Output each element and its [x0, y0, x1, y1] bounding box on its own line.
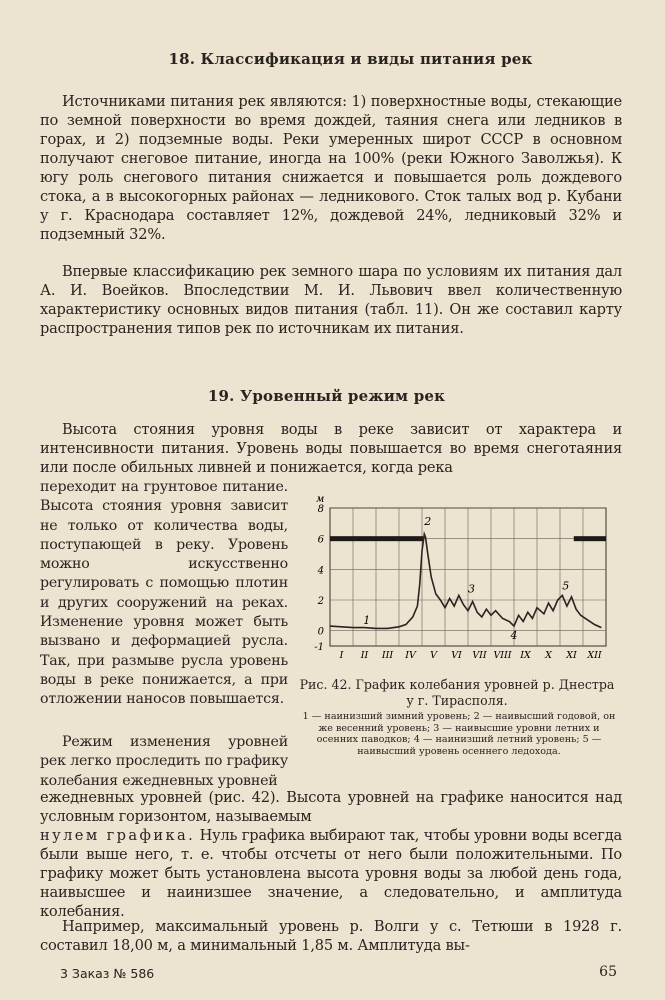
p2-start-text: Режим изменения уровней рек легко проследить по графику колебания ежедневных уровней: [40, 734, 288, 789]
x-tick-label: X: [545, 650, 552, 661]
section-18-paragraph-1: Источниками питания рек являются: 1) поверхностные воды, стекающие по земной поверхности во время дождей, таяния снега или ледников в горах, и 2) подземные воды. Реки умеренных широт СССР в основном получают снеговое питание, иногда на 100% (реки Южного Заволжья). К югу роль снегового питания снижается и повышается роль дождевого стока, а в высокогорных районах — ледникового. Сток талых вод р. Кубани у г. Краснодара составляет 12%, дождевой 24%, ледниковый 32% и подземный 32%.: [40, 93, 622, 243]
section-19-paragraph-1-continued: переходит на грунтовое питание. Высота стояния уровня зависит не только от количества воды, поступающей в реку. Уровень можно искусственно регулировать с помощью плотин и других сооружений на реках. Изменение уровня может быть вызвано и деформацией русла. Так, при размыве русла уровень воды в реке понижается, а при отложении наносов повышается.: [40, 479, 288, 708]
ice-band-segment-late: [574, 536, 606, 541]
p2-rest-text: Нуль графика выбирают так, чтобы уровни воды всегда были выше него, т. е. чтобы отсчеты от него были положительными. По графику может быть установлена высота уровня воды за любой день года, наивысшее и наинизшее значение, а следовательно, и амплитуда колебания.: [40, 827, 622, 920]
printing-order-mark: 3 Заказ № 586: [60, 966, 155, 981]
x-tick-label: III: [381, 650, 394, 661]
level-series-line: [330, 534, 601, 628]
section-19-paragraph-1: Высота стояния уровня воды в реке зависит от характера и интенсивности питания. Уровень воды повышается во время снеготаяния или после обильных ливней и понижается, когда река: [40, 421, 622, 476]
chart-grid: [330, 508, 606, 646]
x-tick-label: VII: [472, 650, 487, 661]
section-18-paragraph-2: Впервые классификацию рек земного шара по условиям их питания дал А. И. Воейков. Впоследствии М. И. Львович ввел количественную характеристику основных видов питания (табл. 11). Он же составил карту распространения типов рек по источникам их питания.: [40, 263, 622, 337]
x-tick-label: VIII: [493, 650, 512, 661]
section-19-paragraph-3: Например, максимальный уровень р. Волги у с. Тетюши в 1928 г. составил 18,00 м, а минимальный 1,85 м. Амплитуда вы-: [40, 918, 622, 954]
y-tick-label: 6: [317, 534, 324, 546]
x-tick-label: XI: [566, 650, 577, 661]
x-axis-ticks: [339, 650, 602, 661]
level-chart-svg: [296, 488, 618, 673]
ice-band-segment-winter: [330, 536, 423, 541]
chart-annotation: 5: [562, 579, 570, 593]
section-19-heading: 19. Уровенный режим рек: [207, 387, 446, 405]
y-axis-ticks: [314, 504, 324, 653]
x-tick-label: XII: [587, 650, 602, 661]
chart-annotation: 1: [363, 613, 371, 627]
chart-annotation: 4: [510, 629, 518, 643]
section-18-heading: 18. Классификация и виды питания рек: [168, 50, 533, 68]
x-tick-label: I: [339, 650, 344, 661]
figure-legend: 1 — наинизший зимний уровень; 2 — наивысший годовой, он же весенний уровень; 3 — наивысшие уровни летних и осенних паводков; 4 — наинизший летний уровень; 5 — наивысший уровень осеннего ледохода.: [302, 711, 616, 757]
x-tick-label: IX: [520, 650, 531, 661]
null-graph-term: нулем графика.: [40, 827, 196, 844]
y-tick-label: 8: [317, 504, 324, 515]
y-tick-label: 0: [317, 626, 324, 638]
chart-annotation: 2: [424, 514, 432, 528]
y-axis-label: м: [316, 494, 325, 505]
chart-annotations: [363, 515, 569, 642]
section-19-paragraph-2-start: [40, 733, 288, 791]
y-tick-label: -1: [314, 642, 324, 653]
y-tick-label: 2: [317, 596, 324, 607]
x-tick-label: II: [360, 650, 369, 661]
section-19-paragraph-2-line: [40, 788, 622, 826]
x-tick-label: VI: [451, 650, 462, 661]
chart-annotation: 3: [467, 582, 475, 596]
section-19-paragraph-2-rest: [40, 826, 622, 921]
page-number: 65: [599, 964, 617, 980]
x-tick-label: IV: [405, 650, 416, 661]
figure-caption: Рис. 42. График колебания уровней р. Днестра у г. Тирасполя.: [299, 677, 615, 708]
x-tick-label: V: [430, 650, 437, 661]
p2-line-text: ежедневных уровней (рис. 42). Высота уровней на графике наносится над условным горизонтом, называемым: [40, 789, 622, 825]
y-tick-label: 4: [317, 565, 324, 577]
figure-42-chart: [296, 488, 618, 677]
